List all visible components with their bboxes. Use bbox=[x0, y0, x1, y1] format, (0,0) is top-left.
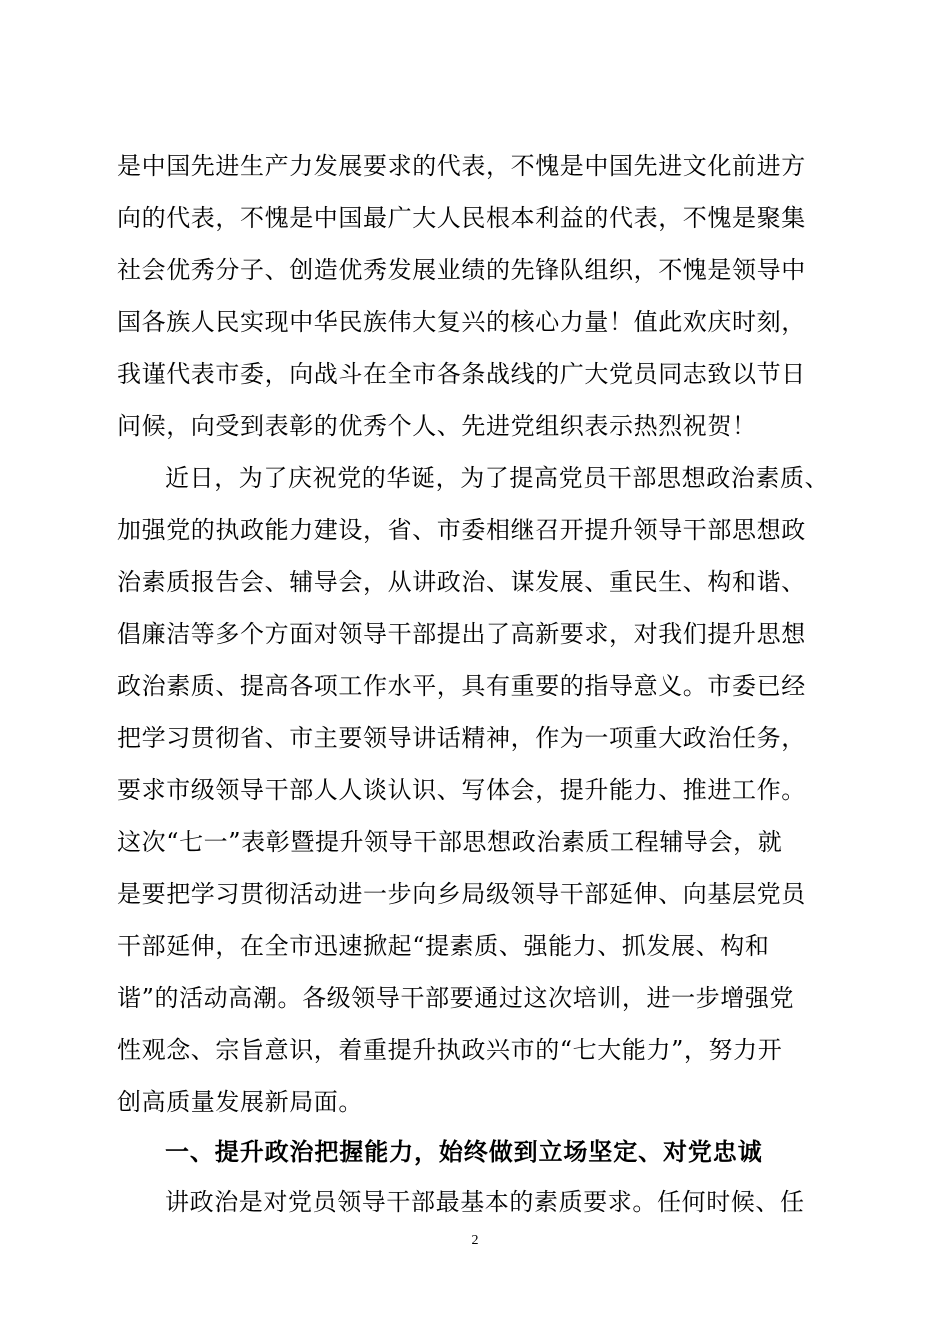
paragraph-line: 讲政治是对党员领导干部最基本的素质要求。任何时候、任 bbox=[165, 1188, 805, 1216]
paragraph-line: 我谨代表市委，向战斗在全市各条战线的广大党员同志致以节日 bbox=[117, 360, 806, 388]
section-heading: 一、提升政治把握能力，始终做到立场坚定、对党忠诚 bbox=[165, 1138, 763, 1166]
paragraph-line: 加强党的执政能力建设，省、市委相继召开提升领导干部思想政 bbox=[117, 516, 806, 544]
paragraph-line: 倡廉洁等多个方面对领导干部提出了高新要求，对我们提升思想 bbox=[117, 620, 806, 648]
page-number: 2 bbox=[471, 1233, 479, 1248]
paragraph-line: 要求市级领导干部人人谈认识、写体会，提升能力、推进工作。 bbox=[117, 776, 806, 804]
paragraph-line: 这次“七一”表彰暨提升领导干部思想政治素质工程辅导会，就 bbox=[117, 828, 783, 856]
paragraph-line: 是中国先进生产力发展要求的代表，不愧是中国先进文化前进方 bbox=[117, 152, 806, 180]
paragraph-line: 谐”的活动高潮。各级领导干部要通过这次培训，进一步增强党 bbox=[117, 984, 795, 1012]
paragraph-line: 向的代表，不愧是中国最广大人民根本利益的代表，不愧是聚集 bbox=[117, 204, 806, 232]
paragraph-line: 创高质量发展新局面。 bbox=[117, 1088, 363, 1116]
paragraph-line: 社会优秀分子、创造优秀发展业绩的先锋队组织，不愧是领导中 bbox=[117, 256, 806, 284]
paragraph-line: 国各族人民实现中华民族伟大复兴的核心力量！值此欢庆时刻， bbox=[117, 308, 806, 336]
paragraph-line: 治素质报告会、辅导会，从讲政治、谋发展、重民生、构和谐、 bbox=[117, 568, 806, 596]
paragraph-line: 问候，向受到表彰的优秀个人、先进党组织表示热烈祝贺！ bbox=[117, 412, 757, 440]
paragraph-line: 近日，为了庆祝党的华诞，为了提高党员干部思想政治素质、 bbox=[165, 464, 830, 492]
paragraph-line: 政治素质、提高各项工作水平，具有重要的指导意义。市委已经 bbox=[117, 672, 806, 700]
paragraph-line: 是要把学习贯彻活动进一步向乡局级领导干部延伸、向基层党员 bbox=[117, 880, 806, 908]
paragraph-line: 把学习贯彻省、市主要领导讲话精神，作为一项重大政治任务， bbox=[117, 724, 806, 752]
paragraph-line: 性观念、宗旨意识，着重提升执政兴市的“七大能力”，努力开 bbox=[117, 1036, 783, 1064]
paragraph-line: 干部延伸，在全市迅速掀起“提素质、强能力、抓发展、构和 bbox=[117, 932, 770, 960]
